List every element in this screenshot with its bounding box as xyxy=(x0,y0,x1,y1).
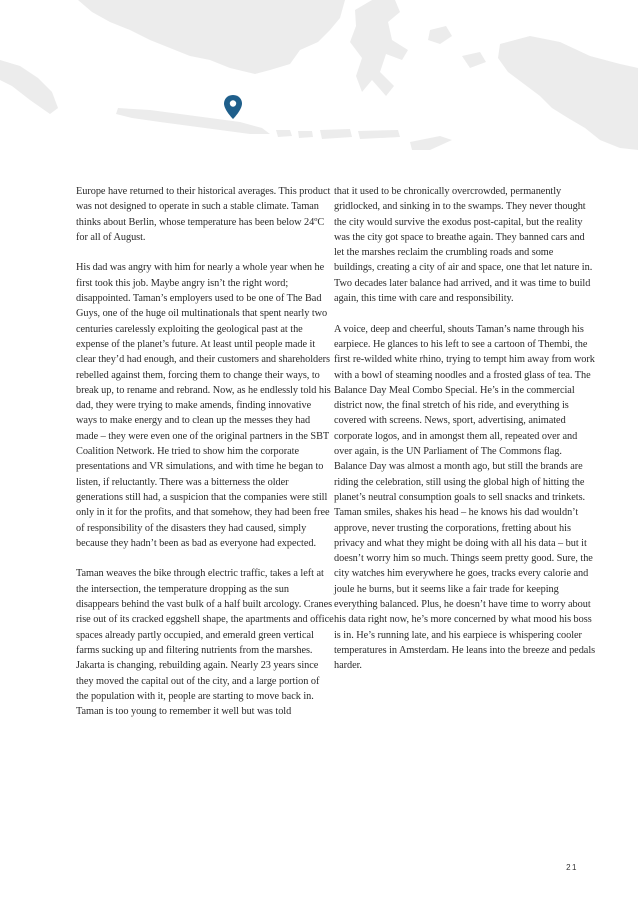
map-land-sulawesi xyxy=(350,0,408,96)
paragraph: His dad was angry with him for nearly a whole year when he first took this job. Maybe angry isn’t the right word; disappointed. Taman’s employers used to be one of The Bad Guys, one of the huge oil multinationals that spent nearly two centuries carelessly exploiting the geological past at the expense of the planet’s future. At least until people made it clear they’d had enough, and their customers and shareholders rebelled against them, forcing them to change their ways, to break up, to rename and rebrand. Now, as he endlessly told his dad, they were trying to make amends, finding innovative ways to make energy and to clean up the messes they had made – they were even one of the original partners in the SBT Coalition Network. He tried to show him the corporate presentations and VR simulations, and with time he began to listen, if reluctantly. There was a bitterness the older generations still had, a suspicion that the companies were still only in it for the profits, and that somehow, they had been free of responsibility of the disasters they had caused, simply because they hadn’t been as bad as everyone had expected. xyxy=(76,262,331,549)
map-illustration xyxy=(0,0,638,170)
map-land-maluku-2 xyxy=(462,52,486,68)
map-land-timor xyxy=(410,136,452,150)
text-column-right xyxy=(334,184,596,689)
map-land-new-guinea xyxy=(498,36,638,150)
page-number: 21 xyxy=(566,863,578,872)
text-column-left xyxy=(76,184,334,735)
paragraph: Europe have returned to their historical averages. This product was not designed to operate in such a stable climate. Taman thinks about Berlin, whose temperature has been below 24ºC for all of August. xyxy=(76,186,331,243)
map-land-maluku xyxy=(428,26,452,44)
map-pin-icon xyxy=(224,95,242,119)
map-land-sumatra xyxy=(0,60,58,114)
paragraph: that it used to be chronically overcrowded, permanently gridlocked, and sinking in to the swamps. They never thought the city would survive the exodus post-capital, but the reality was the city got space to breathe again. They banned cars and let the marshes reclaim the crumbling roads and some buildings, creating a city of air and space, one that let nature in. Two decades later balance had arrived, and it was time to build again, this time with care and responsibility. xyxy=(334,186,593,305)
map-land-java xyxy=(116,108,270,134)
map-land-lesser-sunda xyxy=(276,129,400,139)
indonesia-map xyxy=(0,0,638,170)
paragraph: A voice, deep and cheerful, shouts Taman’s name through his earpiece. He glances to his left to see a cartoon of Thembi, the first re-wilded white rhino, trying to tempt him away from work with a bowl of steaming noodles and a frosted glass of tea. The Balance Day Meal Combo Special. He’s in the commercial district now, the final stretch of his ride, and everything is covered with screens. News, sport, advertising, animated corporate logos, and in amongst them all, repeated over and over again, is the UN Parliament of The Commons flag. Balance Day was almost a month ago, but still the brands are riding the celebration, still using the global high of hitting the planet’s neutral consumption goals to sell snacks and trinkets. Taman smiles, shakes his head – he knows his dad wouldn’t approve, never trusting the corporations, fretting about his privacy and what they might be doing with all his data – but it doesn’t worry him so much. Things seem pretty good. Sure, the city watches him everywhere he goes, tracks every calorie and joule he burns, but it seems like a fair trade for keeping everything balanced. Plus, he doesn’t have time to worry about his data right now, he’s more concerned by what mood his boss is in. He’s running late, and his earpiece is whispering cooler temperatures in Amsterdam. He leans into the breeze and pedals harder. xyxy=(334,323,596,672)
map-land-borneo xyxy=(78,0,345,74)
paragraph: Taman weaves the bike through electric traffic, takes a left at the intersection, the temperature dropping as the sun disappears behind the vast bulk of a half built arcology. Cranes rise out of its cracked eggshell shape, the apartments and office spaces already partly occupied, and emerald green vertical farms sucking up and filtering nutrients from the marshes. Jakarta is changing, rebuilding again. Nearly 23 years since they moved the capital out of the city, and a large portion of the population with it, people are starting to move back in. Taman is too young to remember it well but was told xyxy=(76,568,334,718)
